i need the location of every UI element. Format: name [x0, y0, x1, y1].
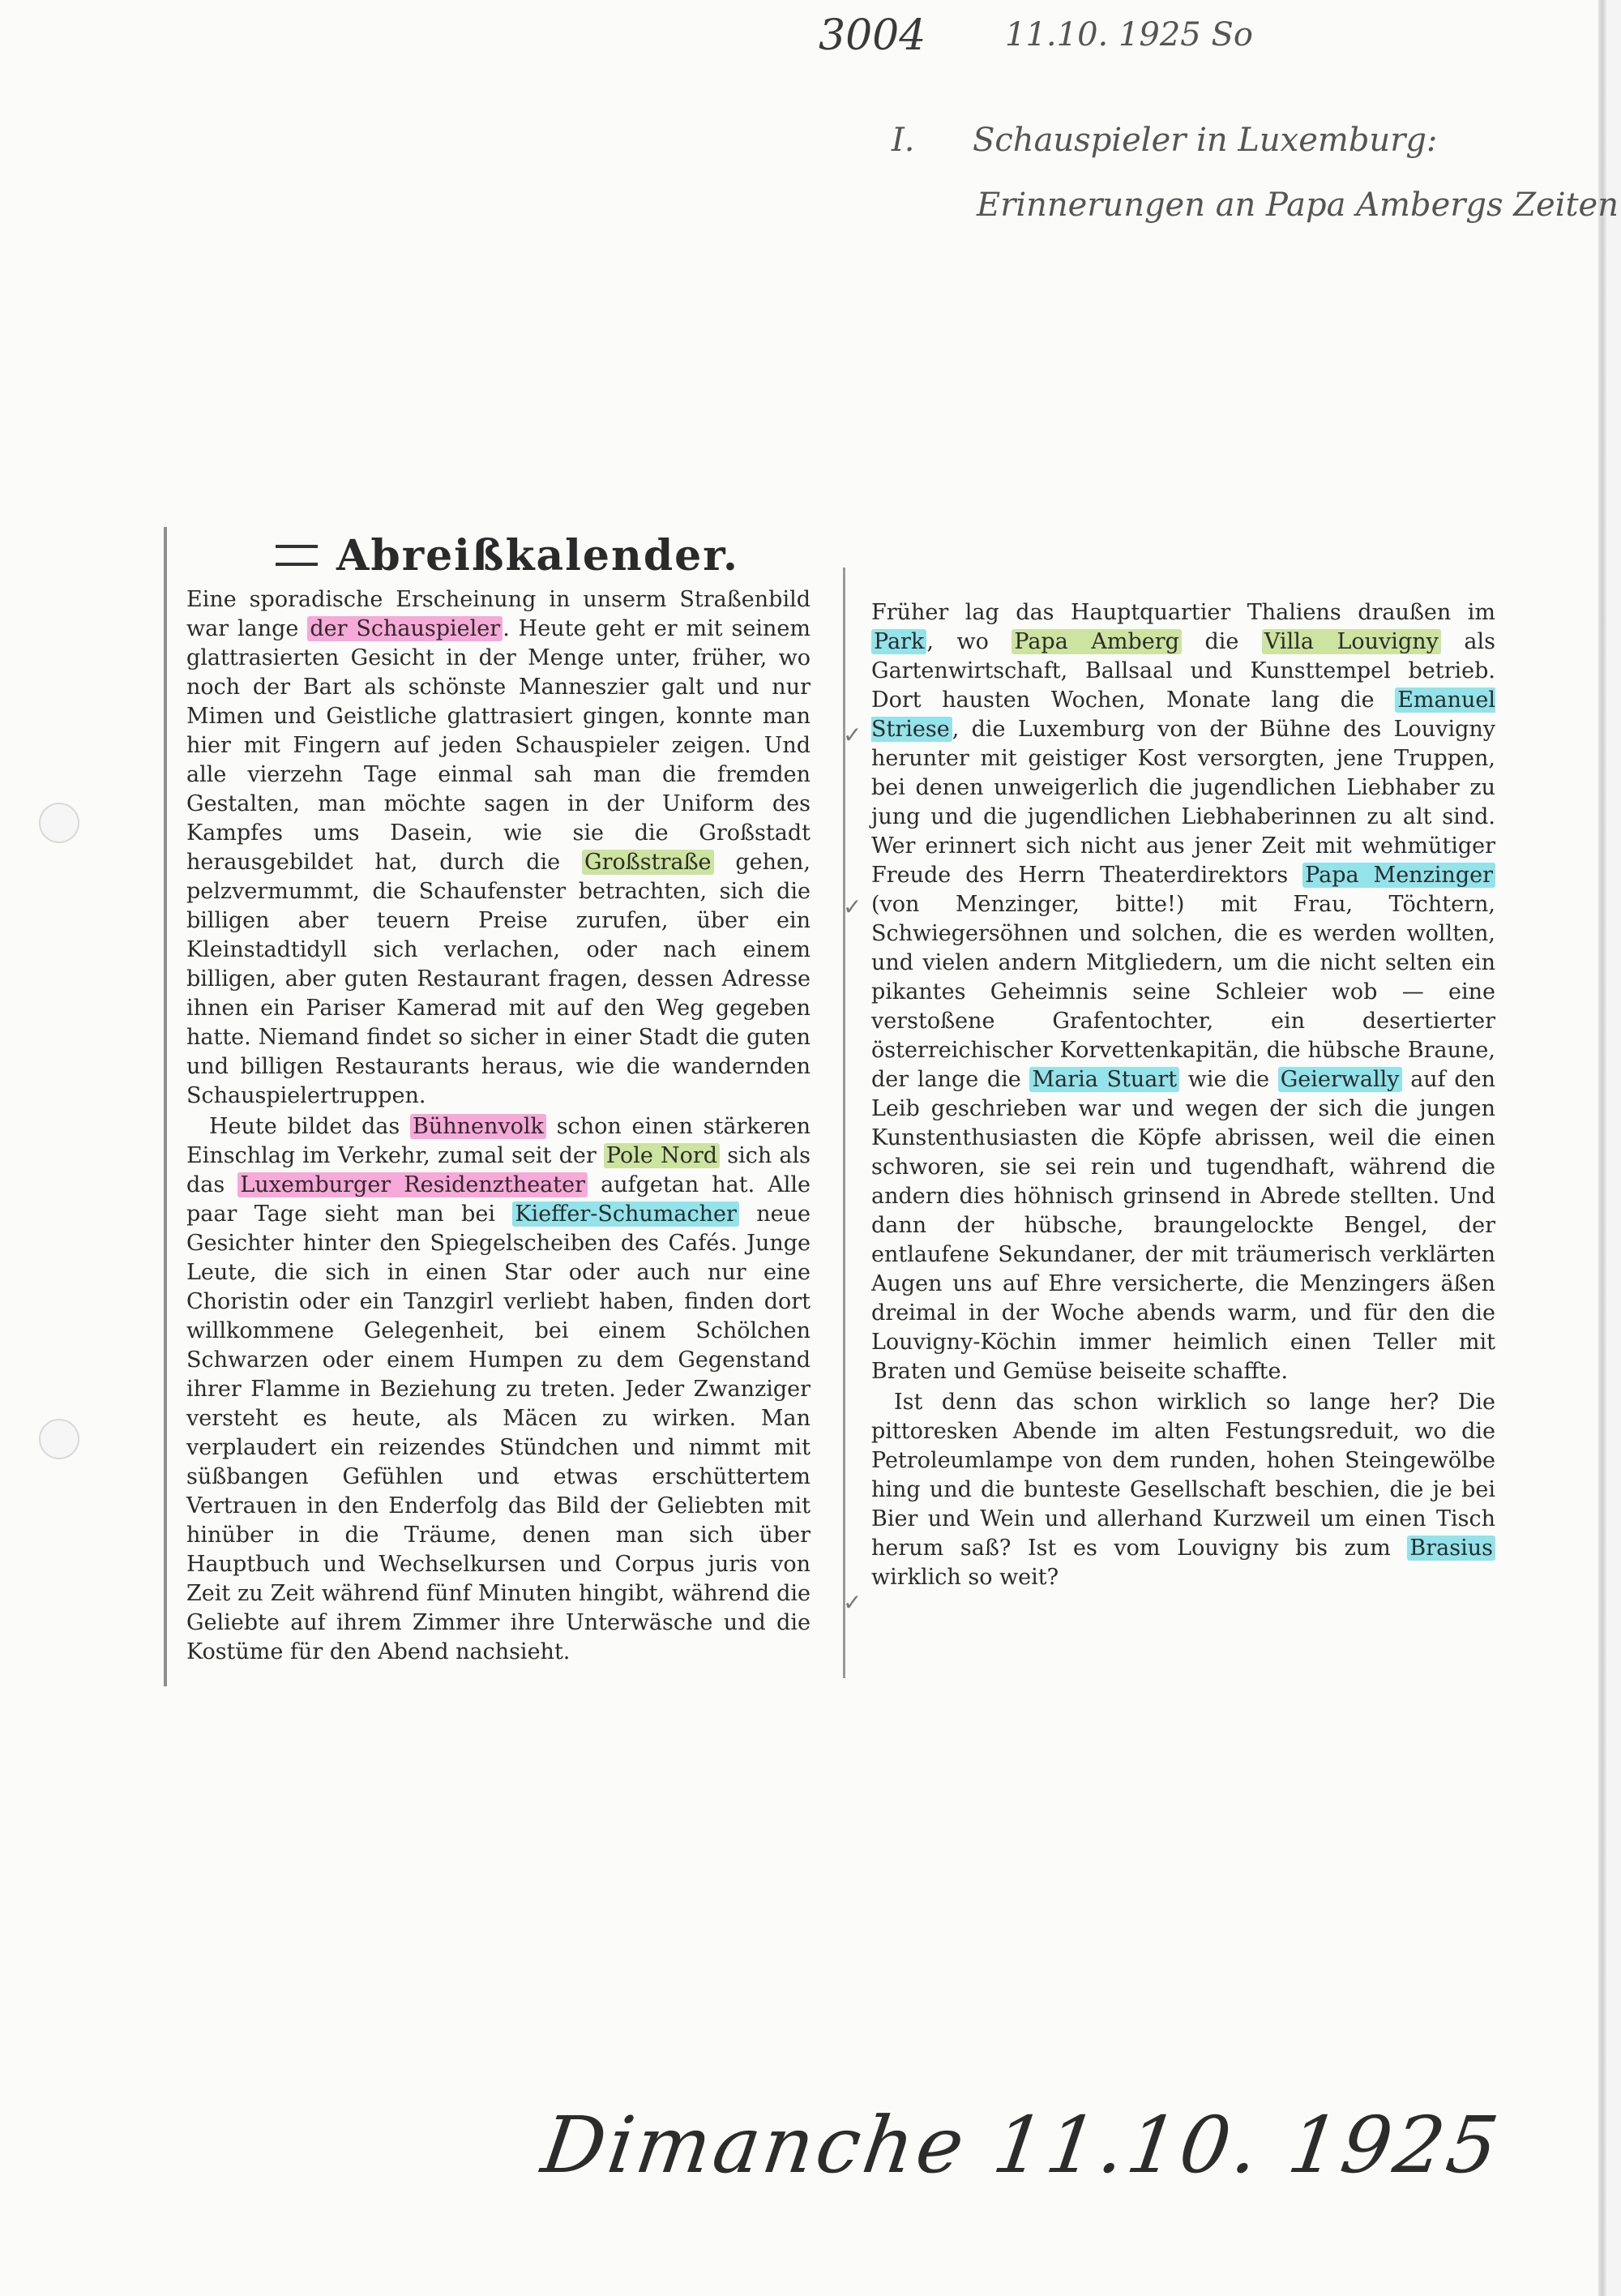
article-left-column	[186, 585, 810, 1668]
paragraph-text: wie die	[1179, 1067, 1278, 1092]
highlighted-name: Pole Nord	[604, 1143, 720, 1168]
paragraph-text: auf den Leib geschrieben war und wegen der sich die jungen Kunstenthusiasten die Köpfe abrissen, weil die einen schworen, sie sei rein und tugendhaft, während die andern dies höhnisch grinsend in Abrede stellten. Und dann der hübsche, braungelockte Bengel, der entlaufene Sekundaner, der mit träumerisch verklärten Augen uns auf Ehre versicherte, die Menzingers äßen dreimal in der Woche abends warm, und für den die Louvigny-Köchin immer heimlich einen Teller mit Braten und Gemüse beiseite schaffte.	[871, 1067, 1495, 1384]
highlighted-name: Bühnenvolk	[410, 1114, 546, 1139]
article-paragraph	[871, 598, 1495, 1386]
date-note: 11.10. 1925 So	[1005, 16, 1253, 54]
page-edge-shadow	[1606, 0, 1621, 2296]
paragraph-text: gehen, pelzvermummt, die Schaufenster betrachten, sich die billigen aber teuern Preise zurufen, über ein Kleinstadtidyll sich verlachen, oder nach einem billigen, aber guten Restaurant fragen, dessen Adresse ihnen ein Pariser Kamerad mit auf den Weg gegeben hatte. Niemand findet so sicher in einer Stadt die guten und billigen Restaurants heraus, wie die wandernden Schauspielertruppen.	[186, 850, 810, 1108]
paragraph-text: , die Luxemburg von der Bühne des Louvigny herunter mit geistiger Kost versorgten, jene Truppen, bei denen unweigerlich die jugendlichen Liebhaber zu jung und die jugendlichen Liebhaberinnen zu alt sind. Wer erinnert sich nicht aus jener Zeit mit wehmütiger Freude des Herrn Theaterdirektors	[871, 717, 1495, 888]
highlighted-name: Großstraße	[582, 850, 714, 875]
highlighted-name: Maria Stuart	[1029, 1067, 1179, 1092]
footer-date-note: Dimanche 11.10. 1925	[537, 2100, 1507, 2191]
highlighted-name: Villa Louvigny	[1262, 629, 1441, 654]
paragraph-text: Ist denn das schon wirklich so lange her? Die pittoresken Abende im alten Festungsreduit, wo die Petroleumlampe von dem runden, hohen Steingewölbe hing und die bunteste Gesellschaft beschien, die je bei Bier und Wein und allerhand Kurzweil um einen Tisch herum saß? Ist es vom Louvigny bis zum	[871, 1390, 1495, 1561]
paragraph-text: neue Gesichter hinter den Spiegelscheiben des Cafés. Junge Leute, die sich in einen Star oder auch nur eine Choristin oder ein Tanzgirl verliebt haben, finden dort willkommene Gelegenheit, bei einem Schölchen Schwarzen oder einem Humpen zu dem Gegenstand ihrer Flamme in Beziehung zu treten. Jeder Zwanziger versteht es heute, als Mäcen zu wirken. Man verplaudert ein reizendes Stündchen und nimmt mit süßbangen Gefühlen und etwas erschüttertem Vertrauen in den Enderfolg das Bild der Geliebten mit hinüber in die Träume, denen man sich über Hauptbuch und Wechselkursen und Corpus juris von Zeit zu Zeit während fünf Minuten hingibt, während die Geliebte auf ihrem Zimmer ihre Unterwäsche und die Kostüme für den Abend nachsieht.	[186, 1202, 811, 1664]
paragraph-text: Früher lag das Hauptquartier Thaliens draußen im	[871, 600, 1495, 625]
check-mark: ✓	[843, 722, 862, 748]
highlighted-name: Kieffer-Schumacher	[512, 1202, 738, 1227]
highlighted-name: der Schauspieler	[307, 616, 503, 641]
highlighted-name: Emanuel Striese	[871, 688, 1495, 742]
article-paragraph	[871, 1388, 1495, 1592]
paragraph-text: Heute bildet das	[209, 1114, 411, 1139]
highlighted-name: Brasius	[1407, 1536, 1495, 1561]
paragraph-text: die	[1181, 629, 1262, 654]
punch-hole-bottom	[39, 1419, 79, 1459]
paragraph-text: (von Menzinger, bitte!) mit Frau, Töchtern, Schwiegersöhnen und solchen, die es werden wollten, und vielen andern Mitgliedern, um die nicht selten ein pikantes Geheimnis seine Schleier wob — eine verstoßene Grafentochter, ein desertierter österreichischer Korvettenkapitän, die hübsche Braune, der lange die	[871, 892, 1495, 1092]
paragraph-text: . Heute geht er mit seinem glattrasierten Gesicht in der Menge unter, früher, wo noch der Bart als schönste Manneszier galt und nur Mimen und Geistliche glattrasiert gingen, konnte man hier mit Fingern auf jeden Schauspieler zeigen. Und alle vierzehn Tage einmal sah man die fremden Gestalten, man möchte sagen in der Uniform des Kampfes ums Dasein, wie sie die Großstadt herausgebildet hat, durch die	[186, 616, 810, 875]
highlighted-name: Park	[871, 629, 926, 654]
paragraph-text: schon einen stärkeren Einschlag im Verkehr, zumal seit der	[186, 1114, 810, 1168]
highlighted-name: Geierwally	[1278, 1067, 1402, 1092]
archive-number: 3004	[819, 11, 926, 60]
highlighted-name: Papa Amberg	[1012, 629, 1182, 654]
article-paragraph	[186, 1112, 810, 1667]
paragraph-text: sich als das	[186, 1143, 810, 1197]
article-headline: Abreißkalender.	[336, 531, 739, 580]
article-paragraph	[186, 585, 810, 1111]
article-right-column	[871, 598, 1495, 1594]
highlighted-name: Luxemburger Residenztheater	[237, 1172, 588, 1197]
clipping-left-border	[164, 527, 167, 1686]
paragraph-text: wirklich so weit?	[871, 1565, 1059, 1590]
paragraph-text: aufgetan hat. Alle paar Tage sieht man bei	[186, 1172, 810, 1227]
paragraph-text: als Gartenwirtschaft, Ballsaal und Kunsttempel betrieb. Dort hausten Wochen, Monate lang die	[871, 629, 1496, 713]
check-mark: ✓	[843, 893, 862, 920]
title-note-line-2: Erinnerungen an Papa Ambergs Zeiten	[977, 186, 1619, 224]
paragraph-text: , wo	[926, 629, 1012, 654]
headline-ornament	[276, 545, 318, 566]
paragraph-text: Eine sporadische Erscheinung in unserm Straßenbild war lange	[186, 587, 810, 641]
highlighted-name: Papa Menzinger	[1302, 863, 1495, 888]
title-note-line-1: Schauspieler in Luxemburg:	[973, 122, 1438, 159]
punch-hole-top	[39, 803, 79, 843]
check-mark: ✓	[843, 1589, 862, 1616]
page-edge	[1598, 0, 1606, 2296]
margin-mark: I.	[892, 122, 915, 159]
